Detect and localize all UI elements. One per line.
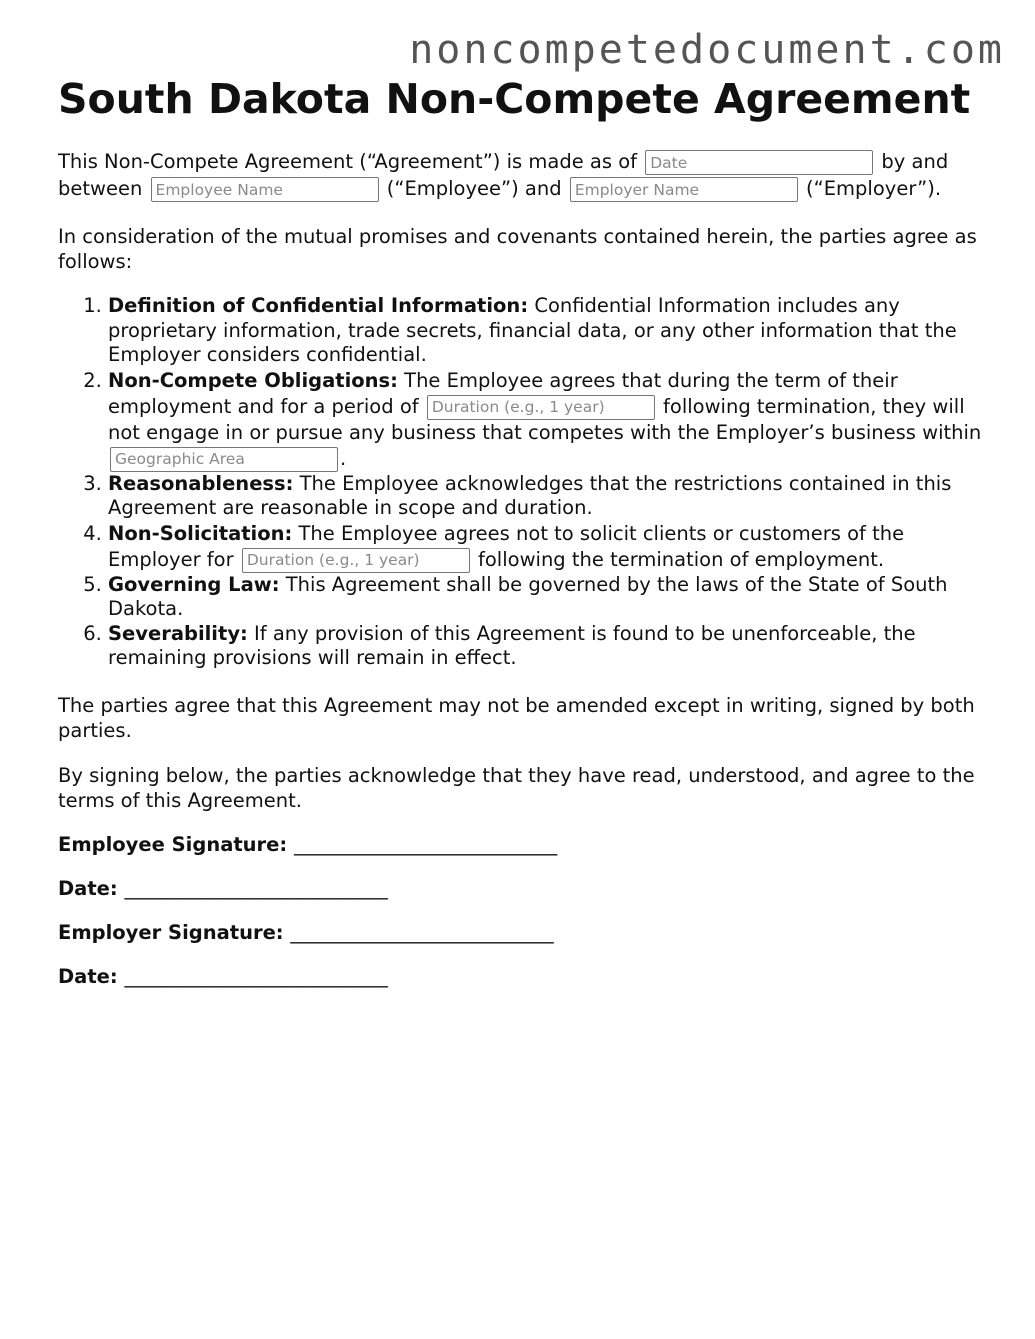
- clause-confidential-information: [108, 294, 983, 368]
- employer-signature-line[interactable]: [58, 921, 983, 945]
- acknowledgment-paragraph: By signing below, the parties acknowledge that they have read, understood, and agree to the terms of this Agreement.: [58, 763, 975, 812]
- clause-non-solicitation: [108, 521, 983, 573]
- clause-heading: Reasonableness:: [108, 471, 294, 495]
- clause-heading: Non-Solicitation:: [108, 521, 293, 545]
- date-label: Date:: [58, 876, 118, 900]
- clause-text: following termination, they will not engage in or pursue any business that competes with the Employer’s business within: [108, 394, 982, 444]
- clause-list: [58, 294, 983, 671]
- clause-text: following the termination of employment.: [478, 547, 885, 571]
- clause-text: The Employee acknowledges that the restrictions contained in this Agreement are reasonable in scope and duration.: [108, 471, 952, 519]
- clause-reasonableness: [108, 472, 983, 521]
- intro-text: by and between: [58, 150, 949, 200]
- intro-paragraph: [58, 148, 983, 202]
- clause-text: The Employee agrees that during the term of their employment and for a period of: [108, 368, 898, 418]
- clause-heading: Definition of Confidential Information:: [108, 294, 529, 317]
- clause-text: .: [340, 446, 347, 470]
- page-title: South Dakota Non-Compete Agreement: [58, 75, 971, 123]
- site-watermark: noncompetedocument.com: [409, 27, 1005, 73]
- signature-blank: ___________________________: [290, 920, 554, 944]
- intro-text: (“Employer”).: [806, 177, 942, 200]
- employer-date-line[interactable]: [58, 965, 983, 989]
- employee-date-line[interactable]: [58, 877, 983, 901]
- clause-heading: Non-Compete Obligations:: [108, 368, 398, 392]
- employee-signature-line[interactable]: [58, 833, 983, 857]
- agreement-document: [58, 76, 983, 1009]
- amendment-paragraph: The parties agree that this Agreement may not be amended except in writing, signed by both parties.: [58, 693, 975, 742]
- date-field[interactable]: [645, 150, 873, 175]
- clause-text: This Agreement shall be governed by the laws of the State of South Dakota.: [108, 572, 948, 620]
- clause-heading: Governing Law:: [108, 572, 280, 596]
- geographic-area-field[interactable]: [110, 447, 338, 472]
- clause-text: The Employee agrees not to solicit clients or customers of the Employer for: [108, 521, 905, 571]
- signature-blank: ___________________________: [124, 876, 388, 900]
- non-compete-duration-field[interactable]: [427, 395, 655, 420]
- employer-signature-label: Employer Signature:: [58, 920, 284, 944]
- clause-heading: Severability:: [108, 621, 248, 645]
- clause-severability: [108, 622, 983, 671]
- intro-text: (“Employee”) and: [386, 177, 562, 200]
- date-label: Date:: [58, 964, 118, 988]
- employer-name-field[interactable]: [570, 177, 798, 202]
- intro-text: This Non-Compete Agreement (“Agreement”) is made as of: [58, 150, 638, 173]
- clause-governing-law: [108, 573, 983, 622]
- non-solicitation-duration-field[interactable]: [242, 548, 470, 573]
- clause-non-compete: [108, 368, 983, 472]
- signature-blank: ___________________________: [294, 832, 558, 856]
- employee-signature-label: Employee Signature:: [58, 832, 288, 856]
- signature-blank: ___________________________: [124, 964, 388, 988]
- clause-text: Confidential Information includes any proprietary information, trade secrets, financial data, or any other information that the Employer considers confidential.: [108, 294, 957, 366]
- employee-name-field[interactable]: [151, 177, 379, 202]
- consideration-paragraph: In consideration of the mutual promises and covenants contained herein, the parties agree as follows:: [58, 225, 977, 273]
- clause-text: If any provision of this Agreement is found to be unenforceable, the remaining provisions will remain in effect.: [108, 621, 916, 669]
